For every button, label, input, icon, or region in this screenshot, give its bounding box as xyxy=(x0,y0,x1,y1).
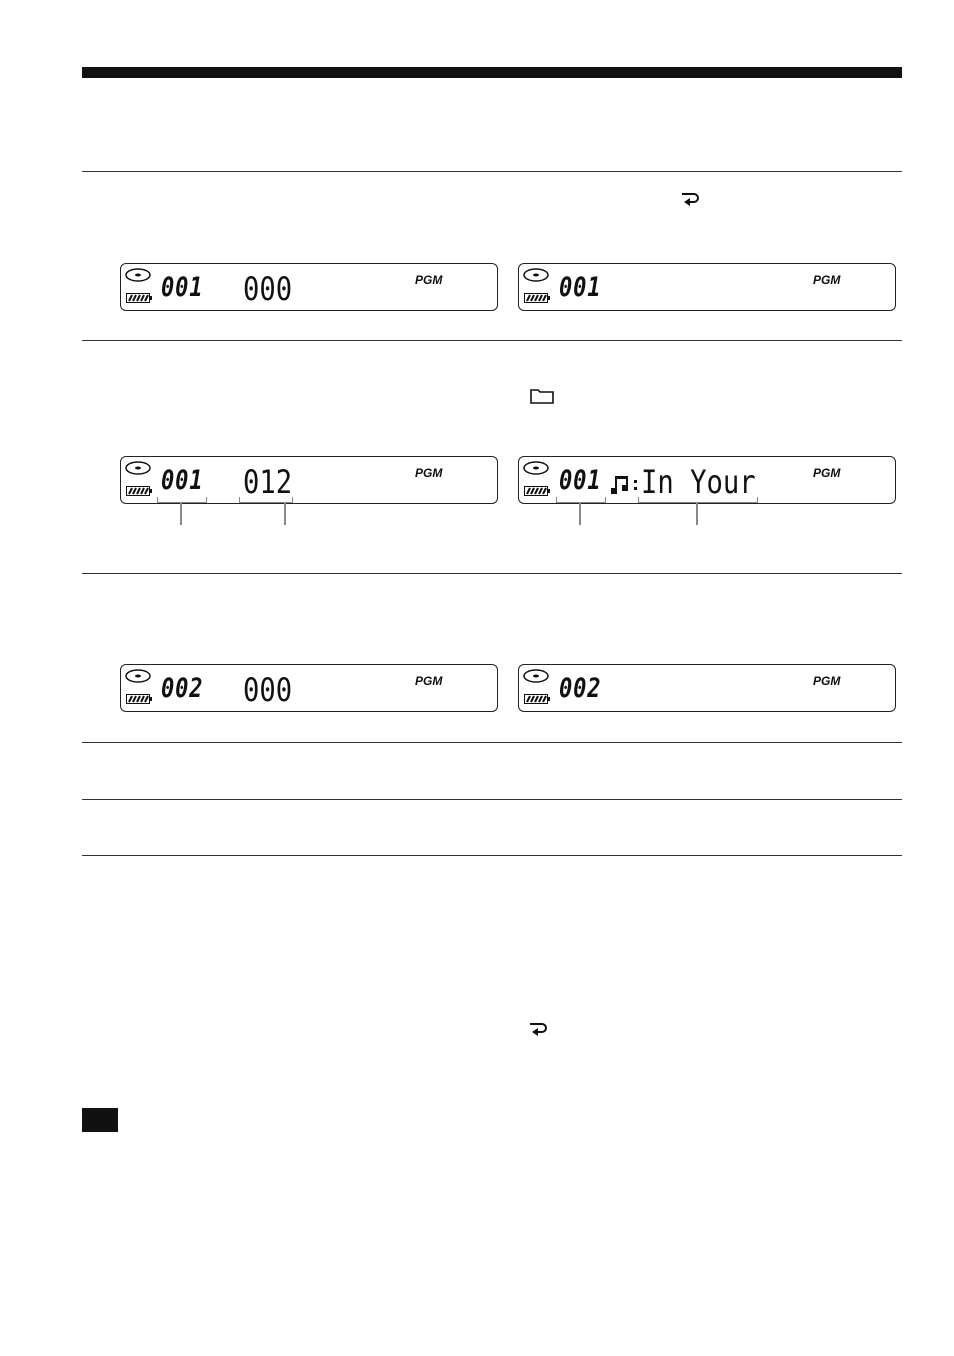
callout-line xyxy=(579,503,581,525)
section-divider xyxy=(82,340,902,341)
disc-icon xyxy=(523,669,549,683)
folder-number: 001 xyxy=(161,272,204,303)
pgm-indicator: PGM xyxy=(813,674,841,688)
callout-bracket xyxy=(638,497,758,503)
disc-icon xyxy=(125,669,151,683)
header-bar xyxy=(82,67,902,78)
repeat-icon xyxy=(528,1021,552,1037)
folder-number: 001 xyxy=(161,465,204,496)
battery-icon xyxy=(126,486,152,496)
pgm-indicator: PGM xyxy=(415,273,443,287)
callout-bracket xyxy=(157,497,207,503)
pgm-indicator: PGM xyxy=(415,674,443,688)
track-value: 000 xyxy=(243,270,293,308)
folder-number: 002 xyxy=(559,673,602,704)
track-title: In Your xyxy=(641,463,756,501)
lcd-display-step3-left xyxy=(120,664,498,712)
battery-icon xyxy=(524,486,550,496)
battery-icon xyxy=(126,293,152,303)
section-divider xyxy=(82,171,902,172)
section-divider xyxy=(82,799,902,800)
section-divider xyxy=(82,855,902,856)
folder-number: 001 xyxy=(559,465,602,496)
lcd-display-step1-left xyxy=(120,263,498,311)
separator-icon xyxy=(633,477,639,493)
battery-icon xyxy=(126,694,152,704)
music-note-icon xyxy=(609,474,631,496)
disc-icon xyxy=(523,268,549,282)
callout-line xyxy=(696,503,698,525)
section-divider xyxy=(82,573,902,574)
battery-icon xyxy=(524,293,550,303)
pgm-indicator: PGM xyxy=(415,466,443,480)
battery-icon xyxy=(524,694,550,704)
track-value: 000 xyxy=(243,671,293,709)
pgm-indicator: PGM xyxy=(813,466,841,480)
pgm-indicator: PGM xyxy=(813,273,841,287)
disc-icon xyxy=(523,461,549,475)
track-value: 012 xyxy=(243,463,293,501)
folder-number: 001 xyxy=(559,272,602,303)
lcd-display-step1-right xyxy=(518,263,896,311)
repeat-icon xyxy=(680,191,704,207)
disc-icon xyxy=(125,461,151,475)
note-marker xyxy=(82,1108,118,1132)
section-divider xyxy=(82,742,902,743)
callout-line xyxy=(284,503,286,525)
folder-number: 002 xyxy=(161,673,204,704)
lcd-display-step3-right xyxy=(518,664,896,712)
folder-icon xyxy=(530,387,554,404)
callout-bracket xyxy=(556,497,606,503)
callout-line xyxy=(180,503,182,525)
disc-icon xyxy=(125,268,151,282)
